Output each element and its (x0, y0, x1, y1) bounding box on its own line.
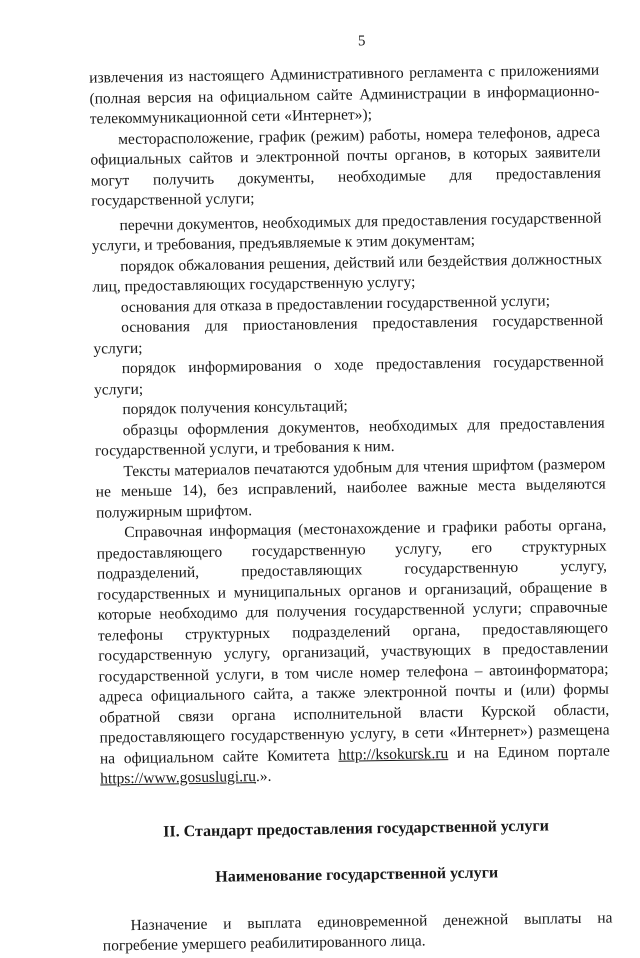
reference-end-text: .». (255, 767, 272, 786)
paragraph-document-samples: образцы оформления документов, необходимых для предоставления государственной услуги, и требования к ним. (94, 414, 605, 460)
paragraph-location-schedule: месторасположение, график (режим) работы, номера телефонов, адреса официальных сайтов и электронной почты органов, в которых заявители могут получить документы, необходимые для предоставления государственной услуги; (90, 123, 601, 210)
paragraph-reference-info (96, 516, 610, 790)
paragraph-service-name: Назначение и выплата единовременной денежной выплаты на погребение умершего реабилитированного лица. (102, 909, 613, 955)
paragraph-document-lists: перечни документов, необходимых для предоставления государственной услуги, и требования, предъявляемые к этим документам; (91, 209, 602, 255)
paragraph-extracts: извлечения из настоящего Административного регламента с приложениями (полная версия на официальном сайте Администрации в информационно-телекоммуникационной сети «Интернет»); (89, 61, 600, 128)
gosuslugi-portal-link[interactable]: https://www.gosuslugi.ru (100, 768, 257, 788)
paragraph-progress-info: порядок информирования о ходе предоставления государственной услуги; (93, 352, 604, 399)
reference-middle-text: и на Едином портале (448, 742, 610, 762)
page-number: 5 (357, 33, 366, 50)
paragraph-appeal-procedure: порядок обжалования решения, действий или бездействия должностных лиц, предоставляющих государственную услугу; (92, 250, 603, 296)
paragraph-suspension-grounds: основания для приостановления предоставления государственной услуги; (93, 311, 604, 358)
subsection-heading: Наименование государственной услуги (215, 863, 499, 886)
section-heading: II. Стандарт предоставления государственной услуги (163, 817, 550, 841)
committee-site-link[interactable]: http://ksokursk.ru (338, 744, 449, 764)
paragraph-font-requirements: Тексты материалов печатаются удобным для чтения шрифтом (размером не меньше 14), без исправлений, наиболее важные места выделяются полужирным шрифтом. (95, 455, 606, 522)
paragraph-refusal-grounds: основания для отказа в предоставлении государственной услуги; (120, 291, 551, 316)
reference-text: Справочная информация (местонахождение и графики работы органа, предоставляющего государственную услугу, его структурных подразделений, предоставляющих государственную услугу, государственных и муниципальных органов и организаций, обращение в которые необходимо для получения государственной услуги; справочные телефоны структурных подразделений органа, предоставляющего государственную услугу, организаций, участвующих в предоставлении государственной услуги, в том числе номер телефона – автоинформатора; адреса официального сайта, а также электронной почты и (или) формы обратной связи органа исполнительной власти Курской области, предоставляющего государственную услугу, в сети «Интернет») размещена на официальном сайте Комитета (96, 516, 610, 768)
paragraph-consultations: порядок получения консультаций; (122, 397, 348, 419)
